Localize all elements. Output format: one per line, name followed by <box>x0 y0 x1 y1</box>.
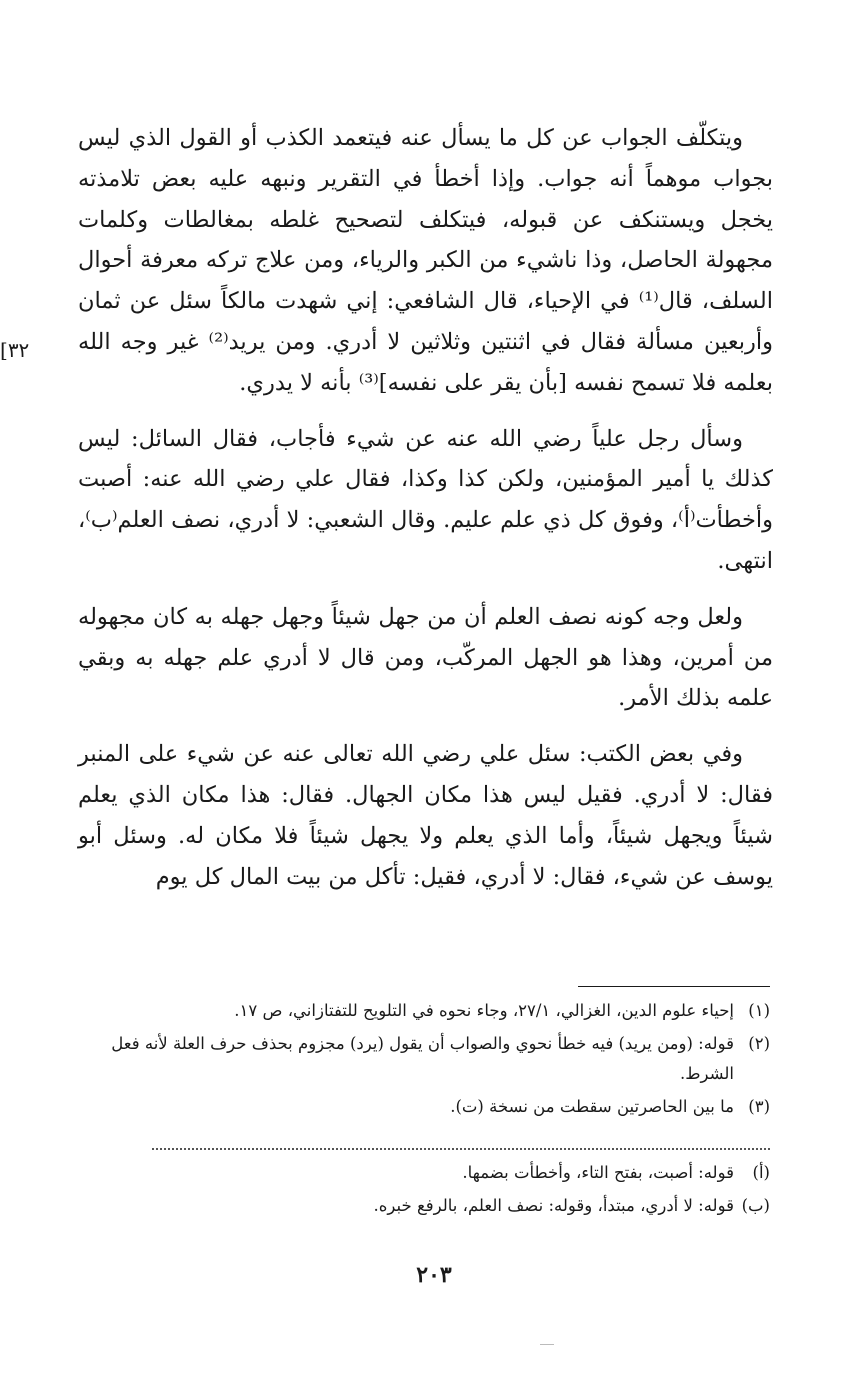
footnote <box>80 1092 770 1122</box>
main-text <box>78 118 773 912</box>
footnote-text: قوله: (ومن يريد) فيه خطأ نحوي والصواب أن يقول (يرد) مجزوم بحذف حرف العلة لأنه فعل الشرط. <box>111 1034 734 1083</box>
page-number: ٢٠٣ <box>416 1262 452 1288</box>
footnote-separator <box>578 986 770 987</box>
editor-note-letter: (ب) <box>741 1196 770 1215</box>
footnote-number: (٣) <box>748 1097 770 1116</box>
manuscript-folio-marker: [٣٢ <box>0 338 30 362</box>
footnotes <box>80 996 770 1221</box>
scan-mark <box>540 1344 554 1345</box>
paragraph: وسأل رجل علياً رضي الله عنه عن شيء فأجاب، فقال السائل: ليس كذلك يا أمير المؤمنين، ولكن كذا وكذا، فقال علي رضي الله عنه: أصبت وأخطأت⁽أ⁾، وفوق كل ذي علم عليم. وقال الشعبي: لا أدري، نصف العلم⁽ب⁾، انتهى. <box>78 425 773 574</box>
paragraph: وفي بعض الكتب: سئل علي رضي الله تعالى عنه عن شيء على المنبر فقال: لا أدري. فقيل ليس هذا مكان الجهال. فقال: هذا مكان الذي يعلم شيئاً ويجهل شيئاً، وأما الذي يعلم ولا يجهل شيئاً فلا مكان له. وسئل أبو يوسف عن شيء، فقال: لا أدري، فقيل: تأكل من بيت المال كل يوم <box>78 741 773 890</box>
footnote <box>80 1029 770 1089</box>
editor-note <box>80 1158 770 1188</box>
footnote-number: (١) <box>748 1001 770 1020</box>
footnote-text: ما بين الحاصرتين سقطت من نسخة (ت). <box>450 1097 734 1116</box>
dotted-separator <box>152 1126 770 1150</box>
editor-note <box>80 1191 770 1221</box>
editor-note-letter: (أ) <box>752 1163 770 1182</box>
paragraph: ويتكلّف الجواب عن كل ما يسأل عنه فيتعمد الكذب أو القول الذي ليس بجواب موهماً أنه جواب. وإذا أخطأ في التقرير ونبهه عليه بعض تلامذته يخجل ويستنكف عن قبوله، فيتكلف لتصحيح غلطه بمغالطات وكلمات مجهولة الحاصل، وذا ناشيء من الكبر والرياء، ومن علاج تركه معرفة أحوال السلف، قال⁽¹⁾ في الإحياء، قال الشافعي: إني شهدت مالكاً سئل عن ثمان وأربعين مسألة فقال في اثنتين وثلاثين لا أدري. ومن يريد⁽²⁾ غير وجه الله بعلمه فلا تسمح نفسه [بأن يقر على نفسه]⁽³⁾ بأنه لا يدري. <box>78 125 773 396</box>
editor-note-text: قوله: لا أدري، مبتدأ، وقوله: نصف العلم، بالرفع خبره. <box>373 1196 734 1215</box>
footnote-text: إحياء علوم الدين، الغزالي، ٢٧/١، وجاء نحوه في التلويح للتفتازاني، ص ١٧. <box>234 1001 734 1020</box>
paragraph: ولعل وجه كونه نصف العلم أن من جهل شيئاً وجهل جهله به كان مجهوله من أمرين، وهذا هو الجهل المركّب، ومن قال لا أدري علم جهله به وبقي علمه بذلك الأمر. <box>78 603 773 712</box>
footnote <box>80 996 770 1026</box>
editor-note-text: قوله: أصبت، بفتح التاء، وأخطأت بضمها. <box>462 1163 734 1182</box>
footnote-number: (٢) <box>748 1034 770 1053</box>
